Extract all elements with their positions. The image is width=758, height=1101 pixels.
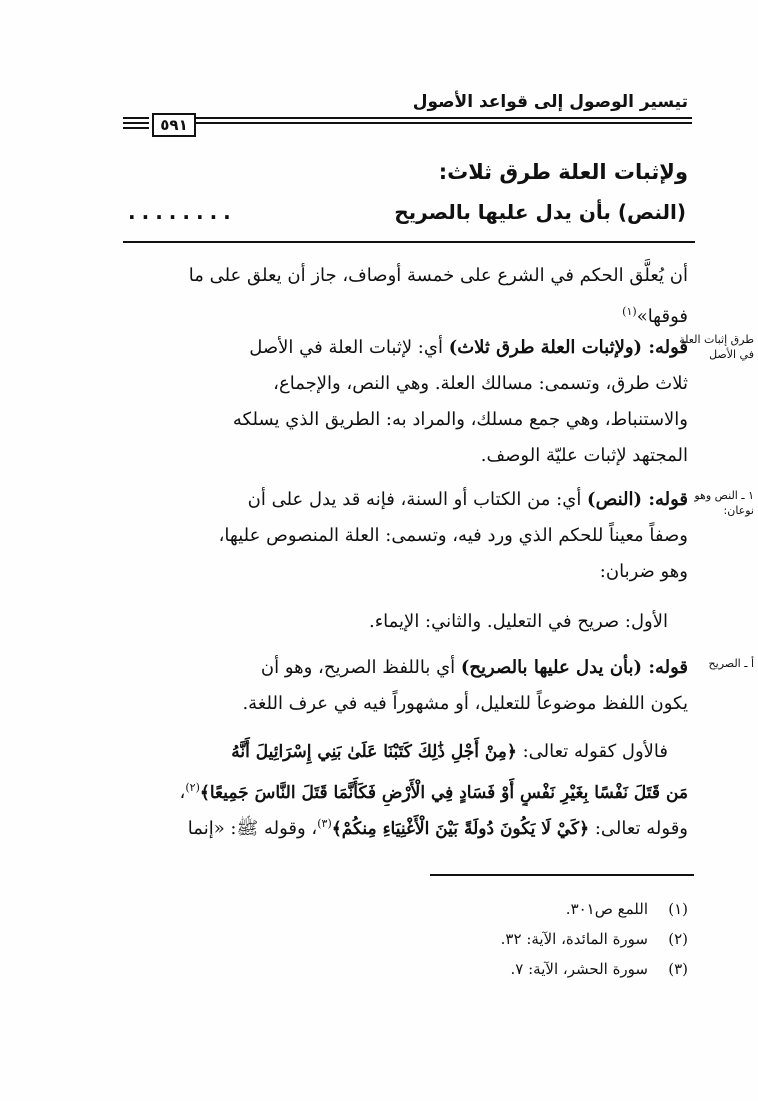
footnote-text: اللمع ص٣٠١.: [565, 900, 648, 918]
quote-keyword: قوله: (ولإثبات العلة طرق ثلاث): [448, 337, 688, 358]
text-line: قوله: (بأن يدل عليها بالصريح) أي باللفظ الصريح، وهو أن: [260, 657, 688, 678]
footnote-ref: (٣): [317, 817, 332, 830]
side-note: طرق إثبات العلة في الأصل: [679, 333, 754, 361]
paragraph-types: [114, 604, 668, 640]
matn-text: (النص) بأن يدل عليها بالصريح: [394, 200, 686, 224]
matn-divider: [123, 241, 695, 243]
footnote-divider: [430, 874, 694, 876]
footnote: [511, 960, 688, 978]
matn-dots: ........: [128, 200, 237, 224]
text-line: وهو ضربان:: [599, 561, 688, 582]
quran-verse: ﴿مِنْ أَجْلِ ذَٰلِكَ كَتَبْنَا عَلَىٰ بَنِي إِسْرَائِيلَ أَنَّهُ: [231, 742, 517, 762]
text-line: قوله: (النص) أي: من الكتاب أو السنة، فإنه قد يدل على أن: [247, 489, 688, 510]
text-line: الأول: صريح في التعليل. والثاني: الإيماء.: [368, 611, 668, 632]
text-line: والاستنباط، وهي جمع مسلك، والمراد به: الطريق الذي يسلكه: [232, 409, 688, 430]
text-line: وقوله تعالى: ﴿كَيْ لَا يَكُونَ دُولَةً بَيْنَ الْأَغْنِيَاءِ مِنكُمْ﴾$^{(٣)}$، وقوله ﷺ: «إنما: [187, 817, 688, 839]
footnote-number: (٢): [668, 930, 688, 948]
footnote-number: (١): [668, 900, 688, 918]
paragraph-examples: [114, 734, 688, 842]
footnote: [566, 900, 688, 918]
quran-verse: مَن قَتَلَ نَفْسًا بِغَيْرِ نَفْسٍ أَوْ فَسَادٍ فِي الْأَرْضِ فَكَأَنَّمَا قَتَلَ النَّاسَ جَمِيعًا﴾: [199, 783, 688, 803]
text-line: أن يُعلَّق الحكم في الشرع على خمسة أوصاف، جاز أن يعلق على ما: [188, 265, 688, 286]
quran-verse: ﴿كَيْ لَا يَكُونَ دُولَةً بَيْنَ الْأَغْنِيَاءِ مِنكُمْ﴾: [331, 819, 590, 839]
quote-keyword: قوله: (بأن يدل عليها بالصريح): [460, 657, 688, 678]
paragraph-continuation: [114, 258, 688, 330]
running-title: تيسير الوصول إلى قواعد الأصول: [412, 92, 688, 112]
paragraph-sarih: [114, 650, 688, 722]
page-number: ٥٩١: [152, 113, 196, 137]
text-line: ثلاث طرق، وتسمى: مسالك العلة. وهي النص، والإجماع،: [273, 373, 688, 394]
footnote-ref: (٢): [185, 781, 200, 794]
text-line: فالأول كقوله تعالى: ﴿مِنْ أَجْلِ ذَٰلِكَ كَتَبْنَا عَلَىٰ بَنِي إِسْرَائِيلَ أَنَّهُ: [231, 741, 668, 762]
footnote-text: سورة المائدة، الآية: ٣٢.: [500, 930, 648, 948]
text-line: قوله: (ولإثبات العلة طرق ثلاث) أي: لإثبات العلة في الأصل: [249, 337, 688, 358]
quote-keyword: قوله: (النص): [587, 489, 688, 510]
header-rule-left: [123, 117, 149, 132]
side-note: أ ـ الصريح: [708, 657, 754, 670]
text-line: فوقها»$^{(١)}$: [622, 305, 688, 327]
text-line: المجتهد لإثبات عليّة الوصف.: [480, 445, 688, 466]
paragraph-nass: [114, 482, 688, 590]
header-rule-right: [196, 117, 692, 127]
matn-heading: ولإثبات العلة طرق ثلاث:: [438, 160, 688, 184]
footnote-number: (٣): [668, 960, 688, 978]
text-line: مَن قَتَلَ نَفْسًا بِغَيْرِ نَفْسٍ أَوْ فَسَادٍ فِي الْأَرْضِ فَكَأَنَّمَا قَتَلَ النَّاسَ جَمِيعًا﴾$^{(٢)}$،: [179, 781, 688, 803]
text-line: وصفاً معيناً للحكم الذي ورد فيه، وتسمى: العلة المنصوص عليها،: [218, 525, 688, 546]
footnote: [501, 930, 688, 948]
side-note: ١ ـ النص وهو نوعان:: [694, 489, 754, 517]
text-line: يكون اللفظ موضوعاً للتعليل، أو مشهوراً فيه في عرف اللغة.: [242, 693, 688, 714]
footnote-text: سورة الحشر، الآية: ٧.: [510, 960, 648, 978]
footnote-ref: (١): [622, 305, 637, 318]
paragraph-ways: [114, 330, 688, 474]
